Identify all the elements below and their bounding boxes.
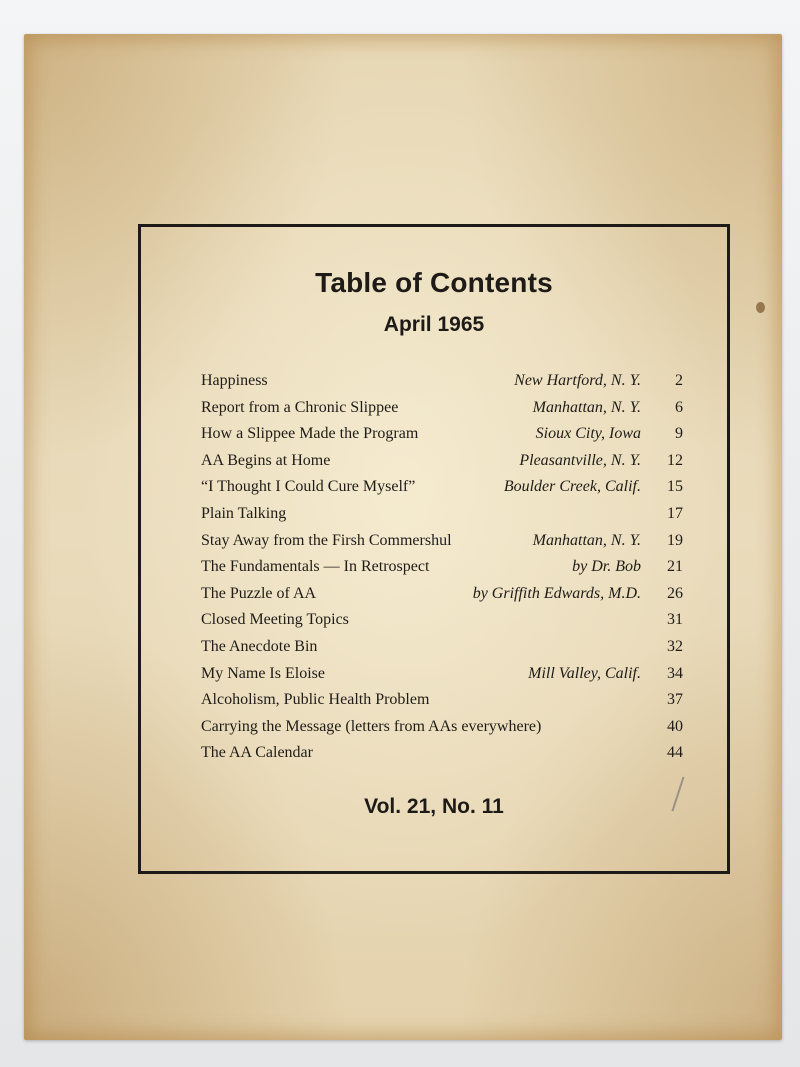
entry-place: Manhattan, N. Y. [532, 398, 641, 416]
entry-page-number: 34 [667, 664, 683, 682]
entry-title: The Puzzle of AA [201, 584, 317, 602]
toc-entry [201, 505, 683, 532]
entry-page-number: 26 [667, 584, 683, 602]
entry-title: AA Begins at Home [201, 451, 331, 469]
toc-entry [201, 691, 683, 718]
toc-entry [201, 718, 683, 745]
toc-entry [201, 585, 683, 612]
toc-entry [201, 744, 683, 771]
entry-title: Alcoholism, Public Health Problem [201, 691, 430, 709]
entry-title: Carrying the Message (letters from AAs everywhere) [201, 717, 542, 735]
issue-date: April 1965 [383, 313, 485, 336]
entry-title: How a Slippee Made the Program [201, 425, 419, 443]
entry-title: Stay Away from the Firsh Commershul [201, 531, 452, 549]
entry-place: by Griffith Edwards, M.D. [472, 584, 641, 602]
entry-title: The Anecdote Bin [201, 637, 318, 655]
entry-place: New Hartford, N. Y. [514, 372, 641, 389]
toc-entry-list [201, 372, 683, 771]
entry-page-number: 32 [667, 637, 683, 655]
entry-page-number: 15 [667, 478, 683, 496]
table-of-contents-box [138, 224, 730, 874]
toc-entry [201, 478, 683, 505]
entry-title: The AA Calendar [201, 744, 313, 762]
entry-page-number: 19 [667, 531, 683, 549]
toc-entry [201, 611, 683, 638]
toc-entry [201, 452, 683, 479]
toc-entry [201, 558, 683, 585]
toc-title: Table of Contents [315, 267, 553, 298]
entry-title: Closed Meeting Topics [201, 611, 349, 629]
entry-page-number: 17 [667, 504, 683, 522]
entry-place: Mill Valley, Calif. [528, 664, 641, 682]
entry-place: Manhattan, N. Y. [532, 531, 641, 549]
entry-page-number: 9 [675, 425, 683, 443]
entry-title: Happiness [201, 372, 268, 389]
entry-place: Pleasantville, N. Y. [519, 451, 641, 469]
entry-page-number: 44 [667, 744, 683, 762]
entry-page-number: 37 [667, 691, 683, 709]
entry-place: by Dr. Bob [572, 558, 641, 576]
magazine-back-page [24, 34, 782, 1040]
entry-page-number: 40 [667, 717, 683, 735]
toc-entry [201, 665, 683, 692]
volume-number: Vol. 21, No. 11 [364, 795, 504, 818]
entry-title: The Fundamentals — In Retrospect [201, 558, 430, 576]
entry-title: Report from a Chronic Slippee [201, 398, 399, 416]
entry-page-number: 21 [667, 558, 683, 576]
toc-entry [201, 638, 683, 665]
entry-place: Sioux City, Iowa [535, 425, 641, 443]
entry-title: “I Thought I Could Cure Myself” [201, 478, 416, 496]
stain-spot [756, 302, 765, 313]
entry-page-number: 31 [667, 611, 683, 629]
entry-title: My Name Is Eloise [201, 664, 325, 682]
toc-entry [201, 425, 683, 452]
entry-title: Plain Talking [201, 504, 287, 522]
entry-page-number: 2 [675, 372, 683, 389]
entry-page-number: 6 [675, 398, 683, 416]
toc-entry [201, 372, 683, 399]
entry-page-number: 12 [667, 451, 683, 469]
entry-place: Boulder Creek, Calif. [503, 478, 641, 496]
toc-entry [201, 399, 683, 426]
toc-entry [201, 532, 683, 559]
